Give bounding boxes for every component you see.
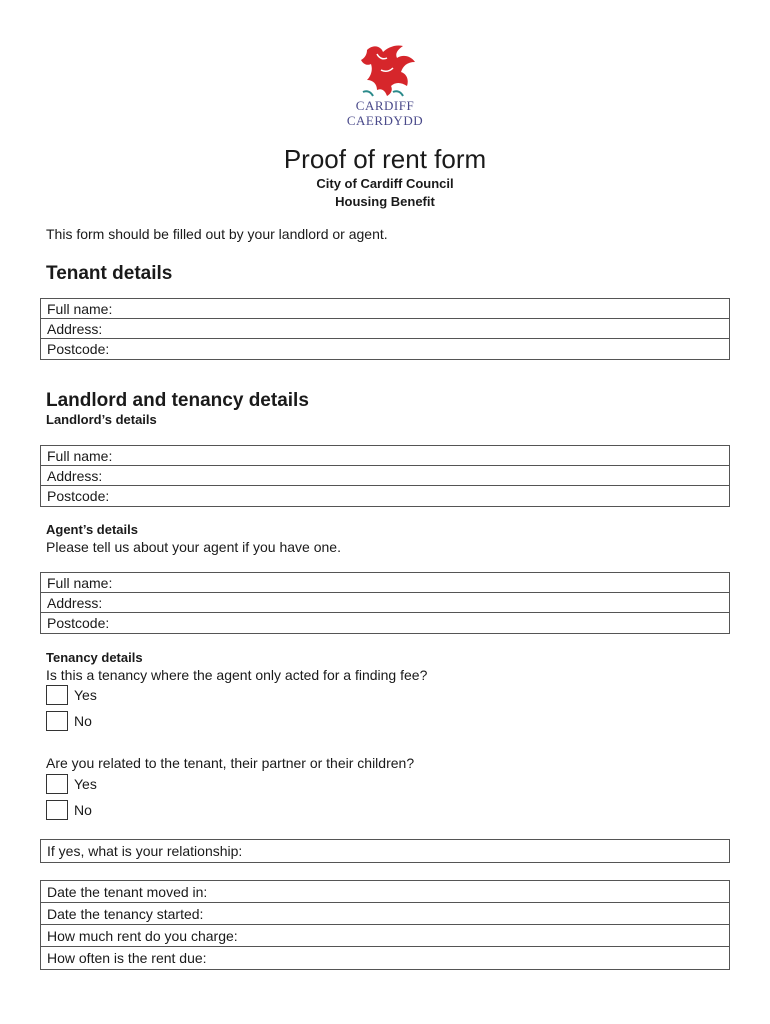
- finding-fee-yes-option[interactable]: [46, 684, 97, 706]
- landlord-subheading: Landlord’s details: [46, 412, 157, 427]
- agent-note: Please tell us about your agent if you have one.: [46, 539, 341, 555]
- relationship-box: [40, 839, 730, 863]
- finding-fee-no-label: No: [74, 713, 92, 729]
- tenant-details-box: [40, 298, 730, 360]
- agent-details-box: [40, 572, 730, 634]
- rent-frequency-field[interactable]: How often is the rent due:: [47, 950, 207, 966]
- related-question: Are you related to the tenant, their partner or their children?: [46, 755, 415, 771]
- related-no-option[interactable]: [46, 799, 92, 821]
- form-title: Proof of rent form: [283, 144, 487, 174]
- tenant-postcode-field[interactable]: Postcode:: [47, 341, 110, 357]
- landlord-postcode-field[interactable]: Postcode:: [47, 488, 110, 504]
- related-yes-checkbox[interactable]: [46, 774, 68, 794]
- landlord-address-field[interactable]: Address:: [41, 466, 729, 486]
- related-yes-label: Yes: [74, 776, 97, 792]
- finding-fee-no-option[interactable]: [46, 710, 92, 732]
- tenancy-subheading: Tenancy details: [46, 650, 143, 665]
- agent-postcode-field[interactable]: Postcode:: [47, 615, 110, 631]
- logo-text-english: CARDIFF: [355, 98, 415, 113]
- tenant-section-heading: Tenant details: [46, 263, 173, 284]
- intro-text: This form should be filled out by your landlord or agent.: [46, 226, 388, 242]
- landlord-full-name-field[interactable]: Full name:: [41, 446, 729, 466]
- form-subtitle-department: Housing Benefit: [335, 194, 435, 209]
- landlord-section-heading: Landlord and tenancy details: [46, 390, 309, 411]
- related-no-label: No: [74, 802, 92, 818]
- rent-amount-field[interactable]: How much rent do you charge:: [41, 925, 729, 947]
- tenancy-start-date-field[interactable]: Date the tenancy started:: [41, 903, 729, 925]
- agent-full-name-field[interactable]: Full name:: [41, 573, 729, 593]
- council-logo: [337, 40, 433, 132]
- finding-fee-no-checkbox[interactable]: [46, 711, 68, 731]
- finding-fee-yes-label: Yes: [74, 687, 97, 703]
- moved-in-date-field[interactable]: Date the tenant moved in:: [41, 881, 729, 903]
- related-yes-option[interactable]: [46, 773, 97, 795]
- relationship-field[interactable]: If yes, what is your relationship:: [47, 843, 243, 859]
- tenancy-details-box: [40, 880, 730, 970]
- logo-text-welsh: CAERDYDD: [346, 113, 424, 128]
- welsh-dragon-icon: [337, 40, 433, 98]
- finding-fee-question: Is this a tenancy where the agent only acted for a finding fee?: [46, 667, 428, 683]
- form-subtitle-council: City of Cardiff Council: [316, 176, 454, 191]
- tenant-address-field[interactable]: Address:: [41, 319, 729, 339]
- agent-address-field[interactable]: Address:: [41, 593, 729, 613]
- tenant-full-name-field[interactable]: Full name:: [41, 299, 729, 319]
- finding-fee-yes-checkbox[interactable]: [46, 685, 68, 705]
- agent-subheading: Agent’s details: [46, 522, 138, 537]
- landlord-details-box: [40, 445, 730, 507]
- related-no-checkbox[interactable]: [46, 800, 68, 820]
